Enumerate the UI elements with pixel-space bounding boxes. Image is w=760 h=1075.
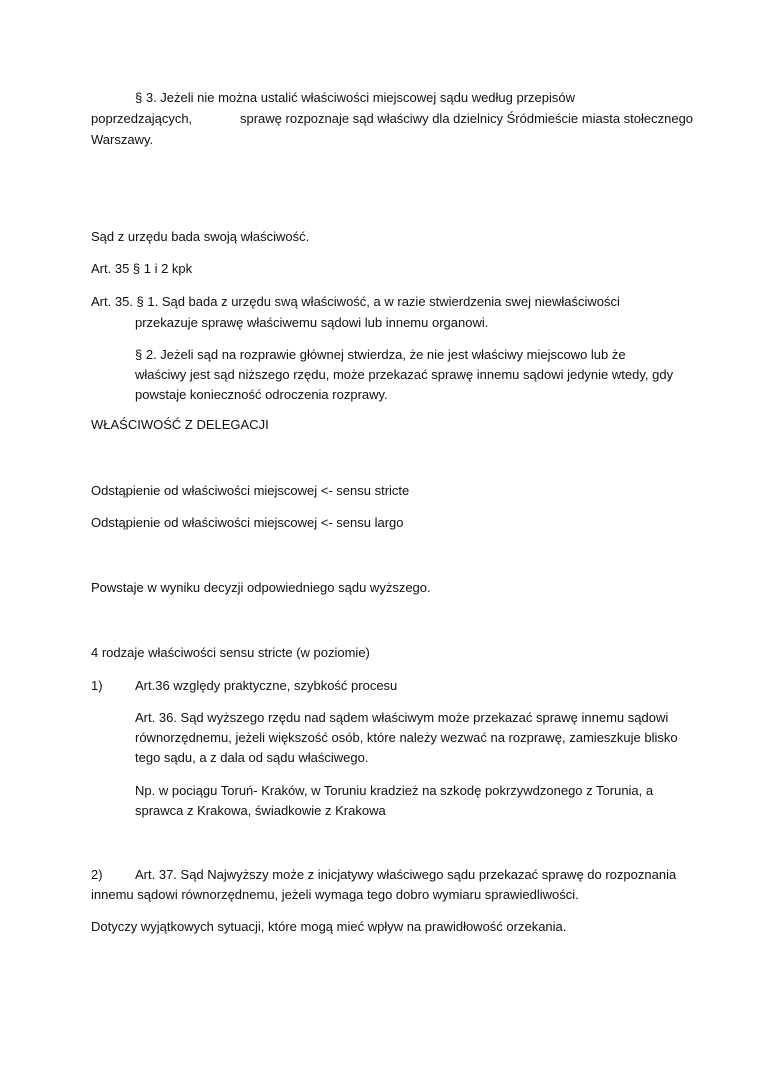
art36-line2: równorzędnemu, jeżeli większość osób, które należy wezwać na rozprawę, zamieszkuje blisko (135, 730, 678, 745)
art35-p2-line3: powstaje konieczność odroczenia rozprawy. (135, 387, 388, 402)
np-line2: sprawca z Krakowa, świadkowie z Krakowa (135, 803, 386, 818)
art36-line1: Art. 36. Sąd wyższego rzędu nad sądem właściwym może przekazać sprawę innemu sądowi (135, 710, 669, 725)
art35-line1: Art. 35. § 1. Sąd bada z urzędu swą właściwość, a w razie stwierdzenia swej niewłaściwości (91, 294, 620, 309)
item2-line2: innemu sądowi równorzędnemu, jeżeli wymaga tego dobro wymiaru sprawiedliwości. (91, 887, 579, 902)
item1-number: 1) (91, 678, 103, 693)
para3-line2a: poprzedzających, (91, 111, 193, 126)
item2-number: 2) (91, 867, 103, 882)
dotyczy-text: Dotyczy wyjątkowych sytuacji, które mogą mieć wpływ na prawidłowość orzekania. (91, 919, 567, 934)
para3-line3: Warszawy. (91, 132, 154, 147)
item1-text: Art.36 względy praktyczne, szybkość procesu (135, 678, 398, 693)
odstapienie-largo: Odstąpienie od właściwości miejscowej <- sensu largo (91, 515, 404, 530)
art35-p2-line2: właściwy jest sąd niższego rzędu, może przekazać sprawę innemu sądowi jedynie wtedy, gdy (135, 367, 674, 382)
heading-delegacja: WŁAŚCIWOŚĆ Z DELEGACJI (91, 417, 269, 432)
para3-line1: § 3. Jeżeli nie można ustalić właściwości miejscowej sądu według przepisów (135, 90, 576, 105)
item2-line1: Art. 37. Sąd Najwyższy może z inicjatywy właściwego sądu przekazać sprawę do rozpoznania (135, 867, 677, 882)
art35-reference: Art. 35 § 1 i 2 kpk (91, 261, 193, 276)
art35-line2: przekazuje sprawę właściwemu sądowi lub innemu organowi. (135, 315, 489, 330)
art36-line3: tego sądu, a z dala od sądu właściwego. (135, 750, 369, 765)
np-line1: Np. w pociągu Toruń- Kraków, w Toruniu kradzież na szkodę pokrzywdzonego z Torunia, a (135, 783, 654, 798)
para3-line2b: sprawę rozpoznaje sąd właściwy dla dzielnicy Śródmieście miasta stołecznego (240, 111, 694, 126)
rodzaje-heading: 4 rodzaje właściwości sensu stricte (w poziomie) (91, 645, 370, 660)
powstaje-text: Powstaje w wyniku decyzji odpowiedniego sądu wyższego. (91, 580, 431, 595)
art35-p2-line1: § 2. Jeżeli sąd na rozprawie głównej stwierdza, że nie jest właściwy miejscowo lub że (135, 347, 626, 362)
odstapienie-stricte: Odstąpienie od właściwości miejscowej <- sensu stricte (91, 483, 410, 498)
sad-z-urzedu: Sąd z urzędu bada swoją właściwość. (91, 229, 310, 244)
